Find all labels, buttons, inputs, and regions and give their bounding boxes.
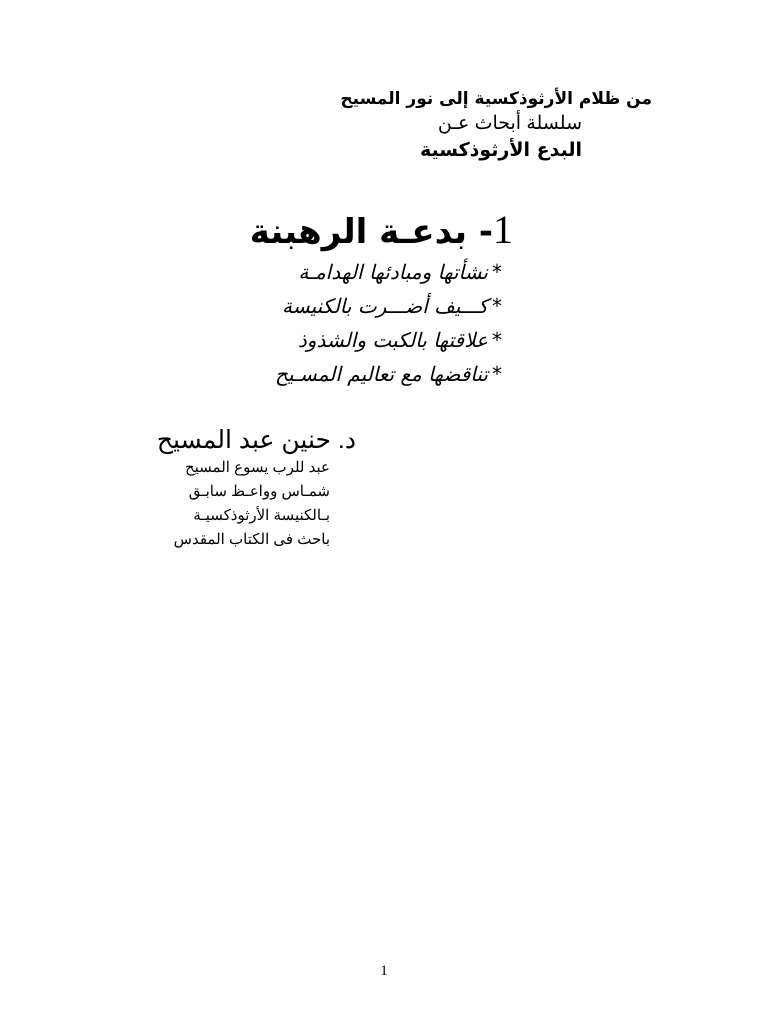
list-item-text: نشأتها ومبادئها الهدامـة xyxy=(298,260,488,284)
list-item-text: علاقتها بالكبت والشذوذ xyxy=(297,328,488,352)
topic-list xyxy=(275,255,502,391)
chapter-heading xyxy=(250,200,513,262)
series-header xyxy=(340,86,652,164)
author-role: شمـاس وواعـظ سابـق xyxy=(188,483,330,500)
author-role: بـالكنيسة الأرثوذكسيـة xyxy=(193,507,330,524)
author-role: باحث فى الكتاب المقدس xyxy=(173,531,330,548)
list-item-text: تناقضها مع تعاليم المسـيح xyxy=(275,362,488,386)
bullet-star: * xyxy=(492,294,502,318)
author-name: د. حنين عبد المسيح xyxy=(156,426,356,454)
page-number: 1 xyxy=(380,963,388,979)
bullet-star: * xyxy=(492,328,502,352)
list-item xyxy=(275,323,502,357)
author-roles xyxy=(174,456,330,552)
bullet-star: * xyxy=(492,362,502,386)
author-role: عبد للرب يسوع المسيح xyxy=(184,459,330,476)
list-item xyxy=(275,357,502,391)
series-title: من ظلام الأرثوذكسية إلى نور المسيح xyxy=(340,89,652,109)
list-item xyxy=(275,255,502,289)
list-item-text: كـــيف أضـــرت بالكنيسة xyxy=(282,294,488,318)
series-topic: البدع الأرثوذكسية xyxy=(419,139,582,161)
series-subtitle: سلسلة أبحاث عـن xyxy=(437,113,582,134)
list-item xyxy=(275,289,502,323)
bullet-star: * xyxy=(492,260,502,284)
chapter-dash: - xyxy=(478,212,493,252)
chapter-title: بدعـة الرهبنة xyxy=(249,212,468,252)
chapter-number: 1 xyxy=(493,207,513,252)
